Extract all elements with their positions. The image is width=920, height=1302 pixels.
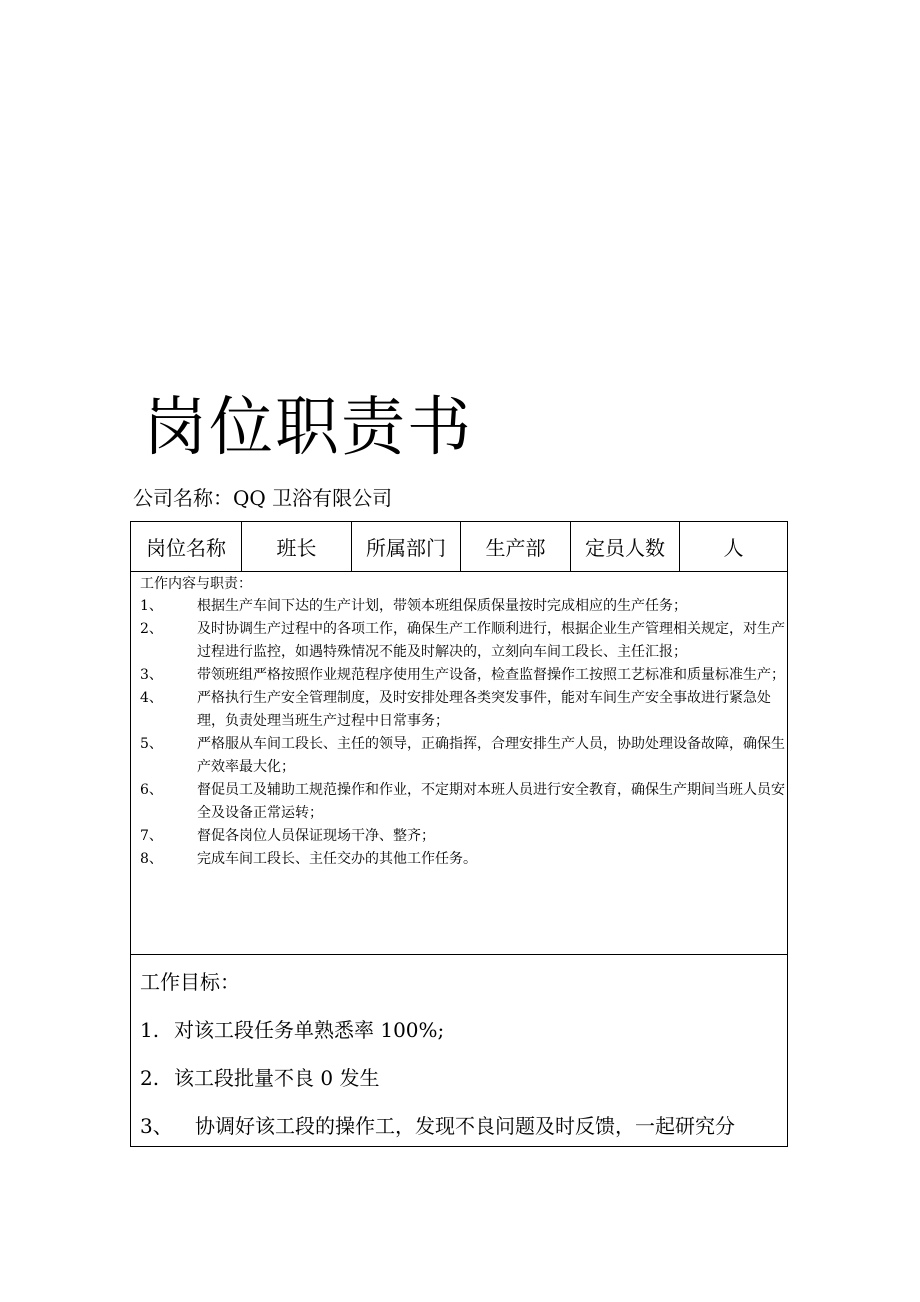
goals-title: 工作目标： — [140, 970, 240, 994]
item-number: 7、 — [140, 828, 163, 844]
duties-list — [140, 595, 786, 871]
list-item — [140, 825, 786, 848]
goal-item — [140, 1064, 379, 1092]
item-number: 1、 — [140, 598, 163, 614]
item-text: 严格服从车间工段长、主任的领导，正确指挥，合理安排生产人员，协助处理设备故障，确保生产效率最大化； — [197, 736, 785, 775]
document-title: 岗位职责书 — [143, 391, 473, 465]
list-item — [140, 664, 786, 687]
job-table — [130, 521, 788, 1147]
goal-number: 3、 — [140, 1114, 173, 1138]
list-item — [140, 779, 786, 825]
list-item — [140, 848, 786, 871]
header-row — [131, 522, 787, 572]
list-item — [140, 618, 786, 664]
goal-item — [140, 1112, 735, 1140]
staff-label: 定员人数 — [571, 522, 680, 571]
item-number: 8、 — [140, 851, 163, 867]
dept-label: 所属部门 — [352, 522, 461, 571]
item-number: 6、 — [140, 782, 163, 798]
item-text: 根据生产车间下达的生产计划，带领本班组保质保量按时完成相应的生产任务； — [197, 598, 687, 614]
item-text: 完成车间工段长、主任交办的其他工作任务。 — [197, 851, 477, 867]
duties-title: 工作内容与职责： — [140, 576, 252, 592]
item-number: 5、 — [140, 736, 163, 752]
item-text: 带领班组严格按照作业规范程序使用生产设备，检查监督操作工按照工艺标准和质量标准生产； — [197, 667, 785, 683]
item-text: 督促各岗位人员保证现场干净、整齐； — [197, 828, 435, 844]
item-text: 督促员工及辅助工规范操作和作业，不定期对本班人员进行安全教育，确保生产期间当班人员安全及设备正常运转； — [197, 782, 785, 821]
goal-text: 该工段批量不良 0 发生 — [174, 1066, 380, 1090]
goal-item — [140, 1016, 444, 1044]
dept-value: 生产部 — [461, 522, 571, 571]
list-item — [140, 595, 786, 618]
duties-section — [131, 571, 787, 955]
position-value: 班长 — [242, 522, 352, 571]
item-text: 及时协调生产过程中的各项工作，确保生产工作顺利进行，根据企业生产管理相关规定，对生产过程进行监控，如遇特殊情况不能及时解决的，立刻向车间工段长、主任汇报； — [197, 621, 785, 660]
goal-text: 协调好该工段的操作工，发现不良问题及时反馈，一起研究分 — [195, 1114, 735, 1138]
staff-value: 人 — [723, 536, 744, 560]
list-item — [140, 687, 786, 733]
position-label: 岗位名称 — [131, 522, 242, 571]
company-name: 公司名称：QQ 卫浴有限公司 — [133, 486, 393, 510]
item-text: 严格执行生产安全管理制度，及时安排处理各类突发事件，能对车间生产安全事故进行紧急处理，负责处理当班生产过程中日常事务； — [197, 690, 771, 729]
goal-text: 对该工段任务单熟悉率 100%; — [174, 1018, 445, 1042]
list-item — [140, 733, 786, 779]
item-number: 2、 — [140, 621, 163, 637]
goal-number: 2. — [140, 1066, 160, 1090]
item-number: 3、 — [140, 667, 163, 683]
goal-number: 1. — [140, 1018, 160, 1042]
item-number: 4、 — [140, 690, 163, 706]
